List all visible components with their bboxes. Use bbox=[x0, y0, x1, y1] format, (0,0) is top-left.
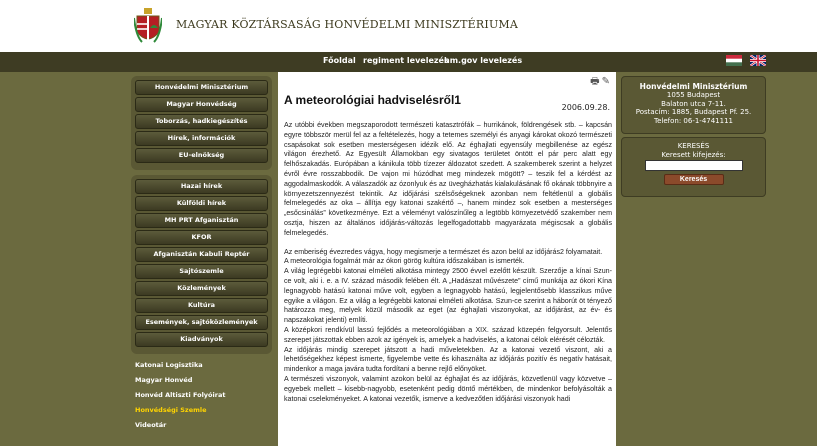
print-icon[interactable]: 🖶 bbox=[590, 76, 600, 87]
contact-address: 1055 Budapest bbox=[666, 91, 721, 99]
contact-phone: Telefon: 06-1-4741111 bbox=[654, 116, 733, 125]
article-paragraph: A természeti viszonyok, valamint azokon belül az éghajlat és az időjárás, közvetlenül vagy közvetve – egyebek mellett – kisebb-nagyobb, esetenként pedig döntő mértékben, de mindenkor befolyásolták a katonai cselekményeket. A katonai vezetők, ismerve a kedvezőtlen időjárási viszonyok hadi bbox=[284, 374, 612, 403]
sidebar-item-video-archive[interactable]: Videotár bbox=[135, 421, 167, 429]
sidebar-item-announcements[interactable]: Közlemények bbox=[135, 281, 268, 296]
sidebar-item-prt-afghanistan[interactable]: MH PRT Afganisztán bbox=[135, 213, 268, 228]
article-paragraph: Az időjárás mindig szerepet játszott a hadi műveletekben. Az a katonai vezető viszont, aki a lehetőségekhez képest ismerte, figyelembe vette és kihasználta az időjárás pozitív és negatív hatásait, mindenkor a maga javára tudta fordítani a benne rejlő előnyöket. bbox=[284, 345, 612, 374]
search-button[interactable]: Keresés bbox=[664, 174, 724, 185]
article-panel bbox=[278, 72, 616, 446]
sidebar-item-military-review[interactable]: Honvédségi Szemle bbox=[135, 406, 207, 414]
site-title: MAGYAR KÖZTÁRSASÁG HONVÉDELMI MINISZTÉRIUMA bbox=[176, 18, 519, 31]
left-sidebar bbox=[131, 76, 272, 446]
site-header bbox=[0, 0, 817, 52]
sidebar-item-hungarian-defence-forces[interactable]: Magyar Honvédség bbox=[135, 97, 268, 112]
sidebar-item-events-press[interactable]: Események, sajtóközlemények bbox=[135, 315, 268, 330]
sidebar-item-news-info[interactable]: Hírek, információk bbox=[135, 131, 268, 146]
sidebar-item-foreign-news[interactable]: Külföldi hírek bbox=[135, 196, 268, 211]
article-paragraph: Az utóbbi években megszaporodott természeti katasztrófák – hurrikánok, földrengések stb. – kapcsán egyre többször merül fel az a feltételezés, hogy a tetemes személyi és anyagi károkat okozó természeti csapásokat sok esetben mesterségesen idézik elő. Az éghajlati egyensúly megbillenése az egész világon érezhető. Az Egyesült Államokban egy sivatagos területet öntött el pár perc alatt egy felhőszakadás. Európában a kánikula több tízezer áldozatot szedett. A szakemberek szerint a helyzet évről évre rosszabbodik. De vajon mi húzódhat meg mindezek mögött? – teszik fel a kérdést az aggodalmaskodók. A válaszadók az ózonlyuk és az üvegházhatás kialakulásának fő okának többnyire a környezetszennyezést tekintik. Az időjárási szélsőségeknek azonban nem feltétlenül a globális felmelegedés az oka – állítja egy katonai szakértő –, hanem mindez sok esetben a mesterséges „esőcsinálás” következménye. Ezt a véleményt valószínűleg a legtöbb környezetvédő szakember nem osztja, hiszen az általános időjárás-változás legelfogadottabb magyarázata mégiscsak a globális felmelegedés. bbox=[284, 121, 612, 237]
sidebar-news-menu bbox=[131, 175, 272, 354]
nav-link-hm-gov-mail[interactable]: hm.gov levelezés bbox=[444, 56, 523, 65]
coat-of-arms-logo bbox=[134, 8, 162, 46]
contact-name: Honvédelmi Minisztérium bbox=[639, 82, 748, 91]
contact-postal: Postacím: 1885, Budapest Pf. 25. bbox=[635, 108, 752, 116]
page-tools bbox=[588, 74, 610, 91]
hu-flag-icon[interactable] bbox=[726, 55, 742, 66]
contact-box bbox=[621, 76, 766, 134]
search-box bbox=[621, 137, 766, 197]
sidebar-item-kabul-airport[interactable]: Afganisztán Kabuli Reptér bbox=[135, 247, 268, 262]
sidebar-item-magyar-honved[interactable]: Magyar Honvéd bbox=[135, 376, 193, 384]
nav-link-home[interactable]: Főoldal bbox=[323, 56, 356, 65]
search-label: Keresett kifejezés: bbox=[661, 151, 726, 159]
article-paragraph: A meteorológia fogalmát már az ókori görög kultúra időszakában is ismerték. bbox=[284, 257, 525, 266]
search-title: KERESÉS bbox=[677, 142, 710, 150]
article-title: A meteorológiai hadviselésről1 bbox=[284, 93, 461, 107]
sidebar-item-press-review[interactable]: Sajtószemle bbox=[135, 264, 268, 279]
sidebar-item-culture[interactable]: Kultúra bbox=[135, 298, 268, 313]
article-body bbox=[284, 121, 612, 404]
sidebar-item-eu-presidency[interactable]: EU-elnökség bbox=[135, 148, 268, 163]
sidebar-main-menu bbox=[131, 76, 272, 170]
sidebar-item-kfor[interactable]: KFOR bbox=[135, 230, 268, 245]
article-paragraph: A középkori rendkívül lassú fejlődés a meteorológiában a XIX. század közepén felgyorsult. Jelentős szerepet játszottak ebben azok az igények is, amelyek a hadviselés, a katonai célok elérését célozták. bbox=[284, 325, 612, 344]
sidebar-item-publications[interactable]: Kiadványok bbox=[135, 332, 268, 347]
contact-street: Balaton utca 7-11. bbox=[661, 99, 726, 108]
edit-icon[interactable]: ✎ bbox=[601, 76, 610, 87]
sidebar-item-nco-journal[interactable]: Honvéd Altiszti Folyóirat bbox=[135, 391, 226, 399]
sidebar-publications-list bbox=[131, 359, 272, 432]
article-paragraph: Az emberiség évezredes vágya, hogy megismerje a természet és azon belül az időjárás2 folyamatait. bbox=[284, 247, 603, 256]
article-date: 2006.09.28. bbox=[561, 103, 610, 112]
sidebar-item-ministry[interactable]: Honvédelmi Minisztérium bbox=[135, 80, 268, 95]
top-navigation bbox=[0, 52, 817, 72]
sidebar-item-domestic-news[interactable]: Hazai hírek bbox=[135, 179, 268, 194]
search-input[interactable] bbox=[645, 160, 743, 171]
nav-link-regiment-mail[interactable]: regiment levelezés bbox=[363, 56, 449, 65]
article-paragraph: A világ legrégebbi katonai elméleti alkotása mintegy 2500 évvel ezelőtt készült. Szerzője a kínai Szun-ce volt, aki i. e. a IV. század második felében élt. A „Hadászat művészete” című munkája az ókori Kína legnagyobb hatású katonai műve volt, egyben a legnagyobb hatású, legjelentősebb klasszikus műve egyike a világon. Ez a világ a legrégebbi katonai elméleti alkotása. Szun-ce szerint a háborút öt tényező határozza meg, melyek közül második az eget (az éghajlati viszonyokat, az időjárást, az év- és napszakokat jelenti) említi. bbox=[284, 267, 612, 325]
sidebar-item-military-logistics[interactable]: Katonai Logisztika bbox=[135, 361, 203, 369]
sidebar-item-recruitment[interactable]: Toborzás, hadkiegészítés bbox=[135, 114, 268, 129]
en-flag-icon[interactable] bbox=[750, 55, 766, 66]
